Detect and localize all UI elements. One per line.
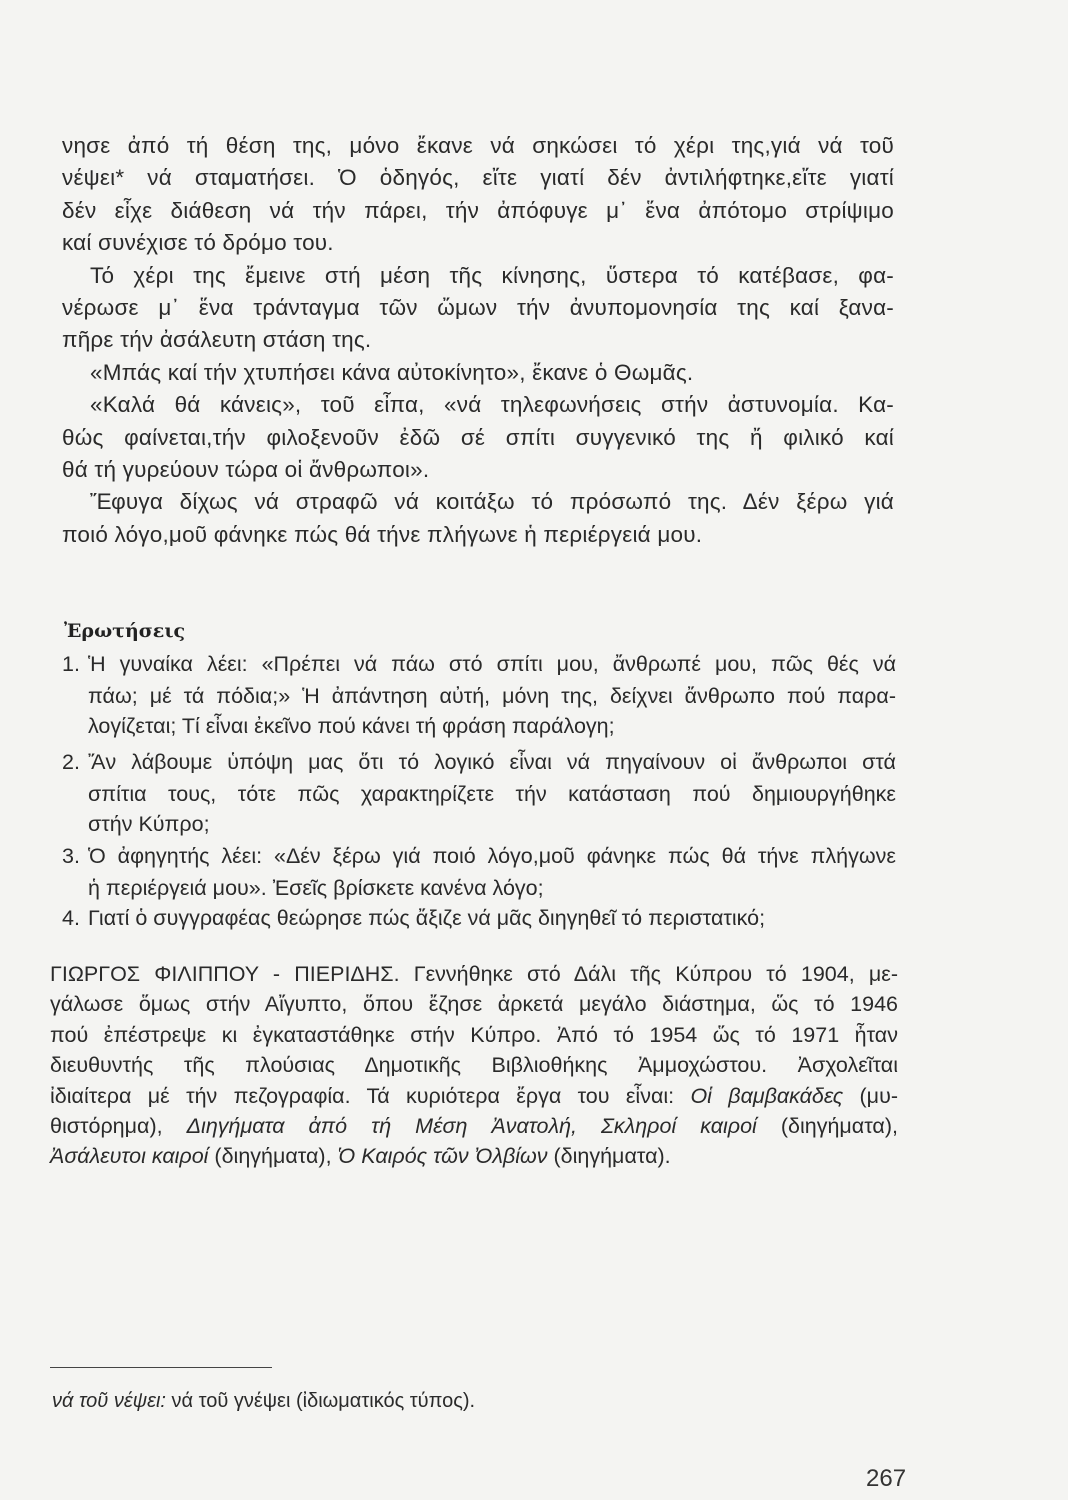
- bio-line: [50, 962, 898, 987]
- footnote: [52, 1390, 475, 1413]
- work-title: Ὁ Καιρός τῶν Ὀλβίων: [337, 1144, 548, 1169]
- bio-text: (διηγήματα).: [547, 1144, 671, 1169]
- text-line: ποιό λόγο,μοῦ φάνηκε πώς θά τήνε πλήγωνε ἡ περιέργειά μου.: [62, 521, 703, 547]
- work-title: Ἀσάλευτοι καιροί: [50, 1144, 209, 1169]
- bio-text: (μυ-: [843, 1083, 898, 1108]
- question-line: [62, 714, 896, 739]
- question-text: Γιατί ὁ συγγραφέας θεώρησε πώς ἄξιζε νά μᾶς διηγηθεῖ τό περιστατικό;: [88, 906, 766, 930]
- question-text: στήν Κύπρο;: [88, 812, 210, 836]
- bio-line: [50, 1023, 898, 1048]
- bio-text: θιστόρημα),: [50, 1114, 187, 1138]
- text-line: νέρωσε μ᾿ ἕνα τράνταγμα τῶν ὤμων τήν ἀνυπομονησία της καί ξανα-: [62, 295, 894, 320]
- question-number: 4.: [62, 906, 80, 930]
- questions-heading: Ἐρωτήσεις: [64, 620, 186, 642]
- text-line: καί συνέχισε τό δρόμο του.: [62, 230, 334, 256]
- work-title: Οἱ βαμβακάδες: [690, 1083, 844, 1108]
- bio-line: [50, 1053, 898, 1078]
- footnote-divider: [50, 1367, 272, 1368]
- bio-text: (διηγήματα),: [208, 1144, 338, 1169]
- question-line: [62, 750, 896, 775]
- question-line: [62, 652, 896, 677]
- question-text: πάω; μέ τά πόδια;» Ἡ ἀπάντηση αὐτή, μόνη της, δείχνει ἄνθρωπο πού παρα-: [88, 684, 896, 708]
- bio-text: ΓΙΩΡΓΟΣ ΦΙΛΙΠΠΟΥ - ΠΙΕΡΙΔΗΣ. Γεννήθηκε στό Δάλι τῆς Κύπρου τό 1904, με-: [50, 962, 898, 986]
- text-line: νησε ἀπό τή θέση της, μόνο ἔκανε νά σηκώσει τό χέρι της,γιά νά τοῦ: [62, 133, 894, 158]
- bio-line: [50, 1144, 898, 1169]
- text-line: πῆρε τήν ἀσάλευτη στάση της.: [62, 327, 372, 353]
- text-line: «Μπάς καί τήν χτυπήσει κάνα αὐτοκίνητο», ἔκανε ὁ Θωμᾶς.: [90, 359, 694, 385]
- footnote-text: νά τοῦ γνέψει (ἰδιωματικός τύπος).: [165, 1390, 476, 1412]
- bio-text: ἰδιαίτερα μέ τήν πεζογραφία. Τά κυριότερα ἔργα του εἶναι:: [50, 1083, 691, 1108]
- text-line: θώς φαίνεται,τήν φιλοξενοῦν ἐδῶ σέ σπίτι συγγενικό της ἤ φιλικό καί: [62, 424, 894, 450]
- question-line: [62, 844, 896, 869]
- question-number: 2.: [62, 750, 80, 774]
- question-line: [62, 812, 896, 837]
- bio-text: (διηγήματα),: [756, 1114, 898, 1138]
- footnote-term: νά τοῦ νέψει:: [52, 1390, 166, 1412]
- bio-text: γάλωσε ὅμως στήν Αἴγυπτο, ὅπου ἔζησε ἀρκετά μεγάλο διάστημα, ὥς τό 1946: [50, 992, 898, 1017]
- question-text: ἡ περιέργειά μου». Ἐσεῖς βρίσκετε κανένα λόγο;: [88, 876, 544, 900]
- text-line: δέν εἶχε διάθεση νά τήν πάρει, τήν ἀπόφυγε μ᾿ ἕνα ἀπότομο στρίψιμο: [62, 197, 894, 223]
- bio-line: [50, 992, 898, 1017]
- question-number: 3.: [62, 844, 80, 868]
- bio-line: [50, 1084, 898, 1109]
- work-title: Διηγήματα ἀπό τή Μέση Ἀνατολή, Σκληροί καιροί: [186, 1114, 757, 1138]
- question-line: [62, 876, 896, 901]
- text-line: νέψει* νά σταματήσει. Ὁ ὁδηγός, εἴτε γιατί δέν ἀντιλήφτηκε,εἴτε γιατί: [62, 165, 894, 191]
- question-line: [62, 906, 896, 931]
- question-text: Ὁ ἀφηγητής λέει: «Δέν ξέρω γιά ποιό λόγο,μοῦ φάνηκε πώς θά τήνε πλήγωνε: [88, 844, 896, 868]
- question-number: 1.: [62, 652, 80, 676]
- question-line: [62, 782, 896, 807]
- text-line: θά τή γυρεύουν τώρα οἱ ἄνθρωποι».: [62, 457, 430, 482]
- text-line: Τό χέρι της ἔμεινε στή μέση τῆς κίνησης, ὕστερα τό κατέβασε, φα-: [90, 262, 894, 288]
- bio-text: πού ἐπέστρεψε κι ἐγκαταστάθηκε στήν Κύπρο. Ἀπό τό 1954 ὥς τό 1971 ἦταν: [50, 1022, 898, 1047]
- question-text: Ἡ γυναίκα λέει: «Πρέπει νά πάω στό σπίτι μου, ἄνθρωπέ μου, πῶς θές νά: [88, 652, 896, 676]
- question-text: σπίτια τους, τότε πῶς χαρακτηρίζετε τήν κατάσταση πού δημιουργήθηκε: [88, 782, 896, 806]
- bio-line: [50, 1114, 898, 1139]
- question-text: λογίζεται; Τί εἶναι ἐκεῖνο πού κάνει τή φράση παράλογη;: [88, 714, 615, 738]
- page-number: 267: [866, 1465, 907, 1492]
- question-line: [62, 684, 896, 709]
- text-line: Ἔφυγα δίχως νά στραφῶ νά κοιτάξω τό πρόσωπό της. Δέν ξέρω γιά: [90, 489, 894, 515]
- bio-text: διευθυντής τῆς πλούσιας Δημοτικῆς Βιβλιοθήκης Ἀμμοχώστου. Ἀσχολεῖται: [50, 1053, 898, 1078]
- question-text: Ἄν λάβουμε ὑπόψη μας ὅτι τό λογικό εἶναι νά πηγαίνουν οἱ ἄνθρωποι στά: [88, 750, 896, 774]
- text-line: «Καλά θά κάνεις», τοῦ εἶπα, «νά τηλεφωνήσεις στήν ἀστυνομία. Κα-: [90, 392, 894, 418]
